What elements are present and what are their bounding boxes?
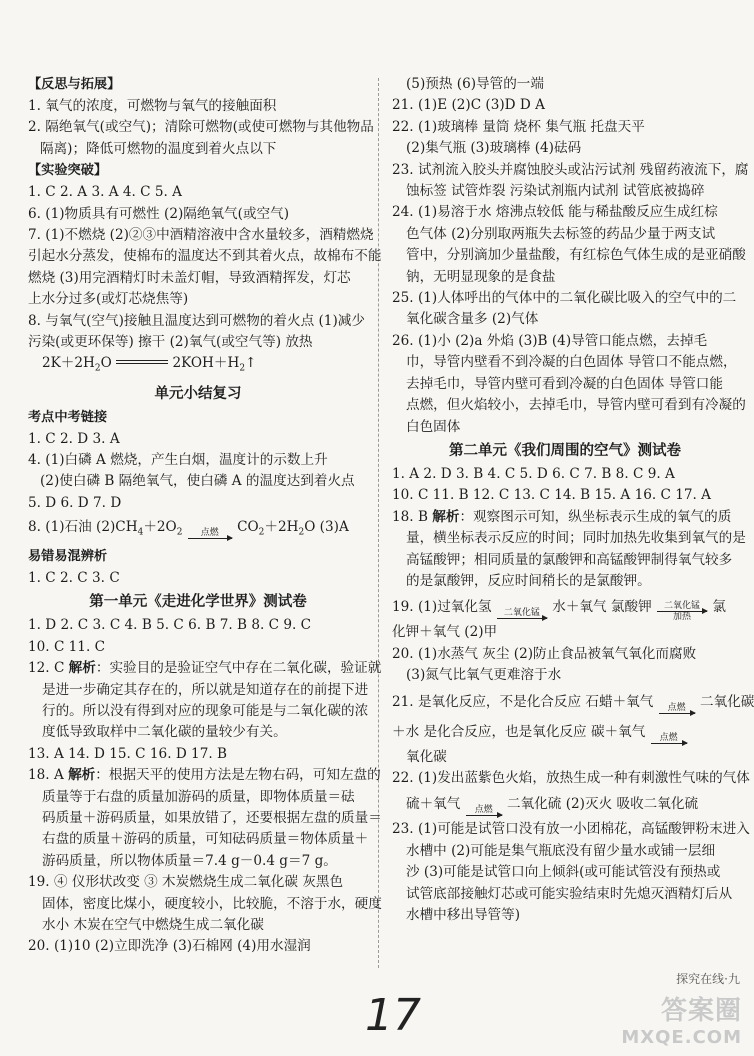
answer-line: 是进一步确定其存在的，所以就是知道存在的前提下进	[42, 681, 369, 698]
reaction-arrow	[657, 601, 707, 622]
reaction-arrow	[659, 703, 695, 714]
equation-text: 二氧化硫 (2)灭火 吸收二氧化硫	[507, 796, 699, 813]
equation-text: O (3)A	[304, 519, 349, 536]
arrow-bar	[657, 611, 707, 612]
answer-line: (5)预热 (6)导管的一端	[406, 76, 544, 92]
unit-title: 单元小结复习	[154, 385, 242, 402]
equals-sign	[116, 360, 168, 364]
analysis-label: 解析	[432, 508, 460, 525]
answer-line: 1. C 2. A 3. A 4. C 5. A	[28, 184, 182, 201]
corner-tag: 探究在线·九	[676, 972, 740, 986]
arrow-bar	[497, 618, 547, 619]
equation-text: O	[100, 355, 112, 372]
answer-line: 4. (1)白磷 A 燃烧，产生白烟，温度计的示数上升	[28, 452, 328, 468]
answer-line: 13. A 14. D 15. C 16. D 17. B	[28, 745, 227, 762]
arrow-condition: 点燃	[659, 732, 678, 743]
answer-line: 24. (1)易溶于水 熔沸点较低 能与稀盐酸反应生成红棕	[392, 204, 718, 221]
reaction-arrow	[651, 733, 687, 744]
arrow-bar	[188, 538, 232, 539]
unit-title: 第一单元《走进化学世界》测试卷	[89, 594, 307, 611]
answer-line: 1. 氧气的浓度，可燃物与氧气的接触面积	[28, 98, 277, 114]
analysis-label: 解析	[68, 660, 96, 677]
equation-text: ＋水 是化合反应，也是氧化反应 碳＋氧气	[392, 723, 646, 740]
answer-line: 22. (1)发出蓝紫色火焰，放热生成一种有刺激性气味的气体	[392, 769, 750, 786]
answer-line: 氧化碳	[406, 748, 447, 765]
answer-line: 23. 试剂流入胶头并腐蚀胶头或沾污试剂 残留药液流下，腐	[392, 161, 749, 178]
answer-line: 10. C 11. C	[28, 638, 106, 655]
equation-text: 氯	[712, 599, 726, 616]
watermark-url: MXQE.COM	[621, 1027, 742, 1048]
answer-line: 行的。所以没有得到对应的现象可能是与二氧化碳的浓	[42, 702, 369, 719]
answer-text: 12. C	[28, 660, 69, 677]
answer-line: 6. (1)物质具有可燃性 (2)隔绝氧气(或空气)	[28, 205, 290, 222]
equation-text: 水＋氧气 氯酸钾	[552, 599, 652, 616]
answer-line: 高锰酸钾；相同质量的氯酸钾和高锰酸钾制得氧气较多	[406, 551, 733, 568]
answer-text: ：观察图示可知，纵坐标表示生成的氧气的质	[459, 508, 732, 525]
answer-line: 沙 (3)可能是试管口向上倾斜(或可能试管没有预热或	[406, 864, 721, 881]
subscript: 2	[258, 527, 265, 538]
answer-line	[392, 507, 738, 528]
equation-text: 硫＋氧气	[406, 796, 461, 813]
answer-line: 试管底部接触灯芯或可能实验结束时先熄灭酒精灯后从	[406, 885, 733, 902]
answer-line: 管中，分别滴加少量盐酸，有红棕色气体生成的是亚硝酸	[406, 247, 746, 264]
answer-line: 22. (1)玻璃棒 量筒 烧杯 集气瓶 托盘天平	[392, 118, 645, 135]
answer-line: 7. (1)不燃烧 (2)②③中酒精溶液中含水量较多，酒精燃烧	[28, 227, 374, 244]
handwritten-page-number: 17	[365, 990, 421, 1041]
answer-line: (2)集气瓶 (3)玻璃棒 (4)砝码	[406, 140, 582, 157]
reaction-arrow	[466, 805, 502, 816]
gas-arrow: ↑	[245, 355, 257, 372]
answer-line: (2)使白磷 B 隔绝氧气，使白磷 A 的温度达到着火点	[40, 473, 355, 490]
answer-line: 引起水分蒸发，使棉布的温度达不到其着火点，故棉布不能	[28, 248, 382, 265]
answer-line: 水槽中移出导管等)	[406, 907, 521, 923]
equation-text: 8. (1)石油 (2)CH	[28, 519, 138, 536]
equation-line	[392, 717, 738, 747]
answer-line: 23. (1)可能是试管口没有放一小团棉花，高锰酸钾粉末进入	[392, 821, 750, 838]
answer-line: 的是氯酸钾，反应时间稍长的是氯酸钾。	[406, 572, 651, 589]
answer-text: 18. B	[392, 508, 433, 525]
subscript: 4	[137, 527, 144, 538]
answer-line: 去掉毛巾，导管内壁可看到冷凝的白色固体 导管口能	[406, 375, 723, 392]
answer-line: 固体，密度比煤小，硬度较小，比较脆，不溶于水，硬度	[42, 895, 382, 912]
answer-line: 隔离)；降低可燃物的温度到着火点以下	[40, 140, 277, 157]
arrow-condition: 点燃	[474, 805, 493, 816]
answer-line: 氧化碳含量多 (2)气体	[406, 311, 539, 328]
answer-line: 蚀标签 试管炸裂 污染试剂瓶内试剂 试管底被捣碎	[406, 183, 705, 200]
equation-line	[28, 353, 368, 380]
arrow-condition: 二氧化锰	[503, 608, 540, 619]
reaction-arrow	[188, 528, 232, 539]
arrow-condition: 点燃	[667, 702, 686, 713]
answer-line: 8. 与氧气(空气)接触且温度达到可燃物的着火点 (1)减少	[28, 312, 365, 329]
watermark-text: 答案圈	[660, 996, 742, 1026]
arrow-condition: 加热	[673, 612, 692, 623]
answer-text: ：根据天平的使用方法是左物右码，可知左盘的	[95, 767, 381, 784]
equation-text: 2KOH＋H	[172, 355, 240, 372]
answer-line	[28, 658, 382, 679]
answer-line: 20. (1)水蒸气 灰尘 (2)防止食品被氧气氧化而腐败	[392, 645, 697, 662]
answer-line: 水槽中 (2)可能是集气瓶底没有留少量水或铺一层细	[406, 842, 716, 859]
answer-line: 色气体 (2)分别取两瓶失去标签的药品少量于两支试	[406, 225, 716, 242]
section-heading: 【反思与拓展】	[28, 77, 121, 92]
equation-line	[392, 687, 754, 717]
answer-line: 度低导致取样中二氧化碳的量较少有关。	[42, 724, 287, 741]
answer-line: 5. D 6. D 7. D	[28, 494, 122, 511]
answer-line: 26. (1)小 (2)a 外焰 (3)B (4)导管口能点燃，去掉毛	[392, 332, 708, 349]
answer-line: 21. (1)E (2)C (3)D D A	[392, 97, 545, 114]
answer-line: 水小 木炭在空气中燃烧生成二氧化碳	[42, 917, 264, 934]
answer-line: 码质量＋游码质量，如果放错了，还要根据左盘的质量＝	[42, 810, 382, 826]
answer-line: 巾，导管内壁看不到冷凝的白色固体 导管口不能点燃，	[406, 354, 737, 371]
section-heading: 考点中考链接	[28, 409, 108, 425]
answer-line	[28, 765, 381, 786]
answer-line: 1. D 2. C 3. C 4. B 5. C 6. B 7. B 8. C 9. C	[28, 617, 312, 634]
equation-line	[392, 789, 738, 819]
answer-line: 上水分过多(或灯芯烧焦等)	[28, 291, 189, 308]
section-heading: 【实验突破】	[28, 163, 108, 179]
reaction-arrow	[497, 608, 547, 619]
answer-line: 化钾＋氧气 (2)甲	[392, 624, 498, 641]
equation-text: CO	[237, 519, 259, 536]
answer-line: 1. C 2. C 3. C	[28, 569, 120, 586]
equation-line	[392, 592, 738, 622]
site-watermark	[621, 990, 742, 1048]
answer-line: 燃烧 (3)用完酒精灯时未盖灯帽，导致酒精挥发，灯芯	[28, 269, 351, 286]
answer-line: 25. (1)人体呼出的气体中的二氧化碳比吸入的空气中的二	[392, 290, 737, 307]
unit-title: 第二单元《我们周围的空气》测试卷	[449, 442, 681, 459]
subscript: 2	[94, 364, 101, 375]
subscript: 2	[176, 527, 183, 538]
answer-line: 1. C 2. D 3. A	[28, 430, 120, 447]
answer-line: 污染(或更环保等) 擦干 (2)氧气(或空气等) 放热	[28, 334, 313, 351]
answer-text: 18. A	[28, 767, 69, 784]
arrow-condition: 二氧化锰	[664, 601, 701, 612]
answer-line: 1. A 2. D 3. B 4. C 5. D 6. C 7. B 8. C 9. A	[392, 465, 675, 482]
equation-text: 19. (1)过氧化氢	[392, 599, 492, 616]
answer-line: 20. (1)10 (2)立即洗净 (3)石棉网 (4)用水湿润	[28, 938, 311, 955]
arrow-bar	[466, 815, 502, 816]
answer-line: 质量等于右盘的质量加游码的质量，即物体质量＝砝	[42, 788, 355, 805]
equation-text: 21. 是氧化反应，不是化合反应 石蜡＋氧气	[392, 693, 654, 710]
answer-line: 白色固体	[406, 418, 461, 435]
answer-line: 19. ④ 仪形状改变 ③ 木炭燃烧生成二氧化碳 灰黑色	[28, 874, 344, 891]
arrow-condition: 点燃	[200, 528, 219, 539]
answer-line: (3)氮气比氧气更难溶于水	[406, 667, 562, 684]
arrow-bar	[659, 713, 695, 714]
equation-text: ＋2O	[143, 519, 177, 536]
analysis-label: 解析	[68, 767, 96, 784]
left-column	[28, 74, 382, 958]
answer-line: 点燃，但火焰较小，去掉毛巾，导管内壁可看到有冷凝的	[406, 397, 746, 414]
answer-line: 游码质量，所以物体质量＝7.4 g－0.4 g＝7 g。	[42, 852, 337, 869]
answer-line: 10. C 11. B 12. C 13. C 14. B 15. A 16. C 17. A	[392, 487, 711, 504]
equation-text: 二氧化碳	[700, 693, 754, 710]
equation-text: ＋2H	[264, 519, 299, 536]
subscript: 2	[239, 364, 246, 375]
answer-line: 2. 隔绝氧气(或空气)；清除可燃物(或使可燃物与其他物品	[28, 119, 374, 136]
right-column	[392, 74, 754, 926]
answer-text: ：实验目的是验证空气中存在二氧化碳，验证就	[95, 660, 382, 677]
section-heading: 易错易混辨析	[28, 548, 108, 564]
arrow-bar	[651, 743, 687, 744]
equation-text: 2K＋2H	[42, 355, 95, 372]
subscript: 2	[298, 527, 305, 538]
equation-line	[28, 514, 368, 546]
column-divider	[378, 78, 379, 968]
answer-line: 钠，无明显现象的是食盐	[406, 268, 556, 285]
answer-line: 右盘的质量＋游码的质量，可知砝码质量＝物体质量＋	[42, 831, 369, 848]
answer-line: 量，横坐标表示反应的时间；同时加热先收集到氧气的是	[406, 530, 746, 547]
